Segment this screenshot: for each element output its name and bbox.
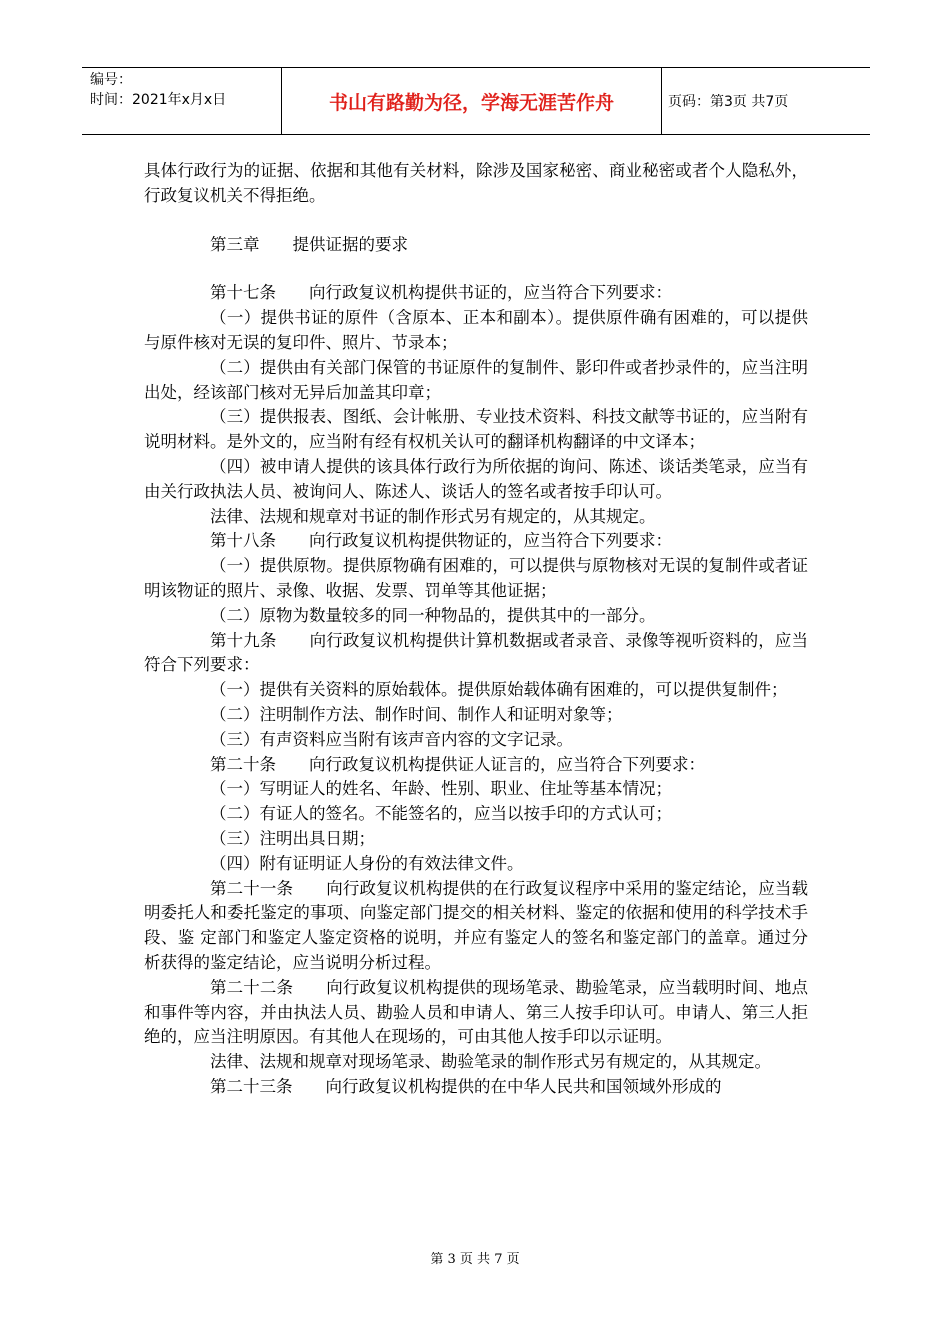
header-page-info: 页码：第3页 共7页 — [668, 94, 789, 110]
body-paragraph: （三）注明出具日期； — [210, 828, 375, 848]
body-paragraph: （二）提供由有关部门保管的书证原件的复制件、影印件或者抄录件的，应当注明出处，经该部门核对无异后加盖其印章； — [144, 357, 808, 402]
document-body — [144, 159, 808, 1100]
page-footer: 第 3 页 共 7 页 — [430, 1252, 520, 1267]
body-paragraph: （一）写明证人的姓名、年龄、性别、职业、住址等基本情况； — [210, 779, 672, 799]
document-time-label: 时间：2021年x月x日 — [90, 92, 227, 108]
body-paragraph: （二）有证人的签名。不能签名的，应当以按手印的方式认可； — [210, 804, 672, 824]
body-paragraph: （一）提供书证的原件（含原本、正本和副本）。提供原件确有困难的，可以提供与原件核对无误的复印件、照片、节录本； — [144, 308, 808, 352]
body-paragraph: （一）提供原物。提供原物确有困难的，可以提供与原物核对无误的复制件或者证明该物证的照片、录像、收据、发票、罚单等其他证据； — [144, 556, 808, 600]
body-paragraph: 第二十二条 向行政复议机构提供的现场笔录、勘验笔录，应当载明时间、地点和事件等内容，并由执法人员、勘验人员和申请人、第三人按手印认可。申请人、第三人拒绝的，应当注明原因。有其他人在现场的，可由其他人按手印以示证明。 — [144, 977, 808, 1047]
chapter-heading: 第三章 提供证据的要求 — [210, 234, 408, 254]
document-number-label: 编号： — [90, 72, 132, 88]
body-paragraph: 具体行政行为的证据、依据和其他有关材料，除涉及国家秘密、商业秘密或者个人隐私外，行政复议机关不得拒绝。 — [144, 161, 808, 205]
body-paragraph: 法律、法规和规章对书证的制作形式另有规定的，从其规定。 — [210, 506, 656, 526]
body-paragraph: 第十八条 向行政复议机构提供物证的，应当符合下列要求： — [210, 531, 672, 551]
body-paragraph: 第二十三条 向行政复议机构提供的在中华人民共和国领域外形成的 — [210, 1076, 722, 1096]
page-header — [82, 67, 870, 135]
body-paragraph: （四）附有证明证人身份的有效法律文件。 — [210, 853, 524, 873]
body-paragraph: （一）提供有关资料的原始载体。提供原始载体确有困难的，可以提供复制件； — [210, 680, 788, 700]
body-paragraph: （二）原物为数量较多的同一种物品的，提供其中的一部分。 — [210, 605, 656, 625]
body-paragraph: 第二十一条 向行政复议机构提供的在行政复议程序中采用的鉴定结论，应当载明委托人和委托鉴定的事项、向鉴定部门提交的相关材料、鉴定的依据和使用的科学技术手段、鉴 定部门和鉴定人鉴定资格的说明，并应有鉴定人的签名和鉴定部门的盖章。通过分析获得的鉴定结论，应当说明分析过程。 — [144, 878, 808, 972]
header-motto: 书山有路勤为径，学海无涯苦作舟 — [282, 68, 662, 134]
body-paragraph: 第二十条 向行政复议机构提供证人证言的，应当符合下列要求： — [210, 754, 705, 774]
body-paragraph: 第十七条 向行政复议机构提供书证的，应当符合下列要求： — [210, 283, 672, 303]
body-paragraph: （三）有声资料应当附有该声音内容的文字记录。 — [210, 729, 573, 749]
body-paragraph: （三）提供报表、图纸、会计帐册、专业技术资料、科技文献等书证的，应当附有说明材料。是外文的，应当附有经有权机关认可的翻译机构翻译的中文译本； — [144, 407, 808, 452]
body-paragraph: 第十九条 向行政复议机构提供计算机数据或者录音、录像等视听资料的，应当符合下列要求： — [144, 630, 808, 675]
body-paragraph: （四）被申请人提供的该具体行政行为所依据的询问、陈述、谈话类笔录，应当有由关行政执法人员、被询问人、陈述人、谈话人的签名或者按手印认可。 — [144, 456, 808, 501]
header-meta — [82, 68, 282, 134]
body-paragraph: （二）注明制作方法、制作时间、制作人和证明对象等； — [210, 704, 623, 724]
body-paragraph: 法律、法规和规章对现场笔录、勘验笔录的制作形式另有规定的，从其规定。 — [210, 1052, 771, 1072]
